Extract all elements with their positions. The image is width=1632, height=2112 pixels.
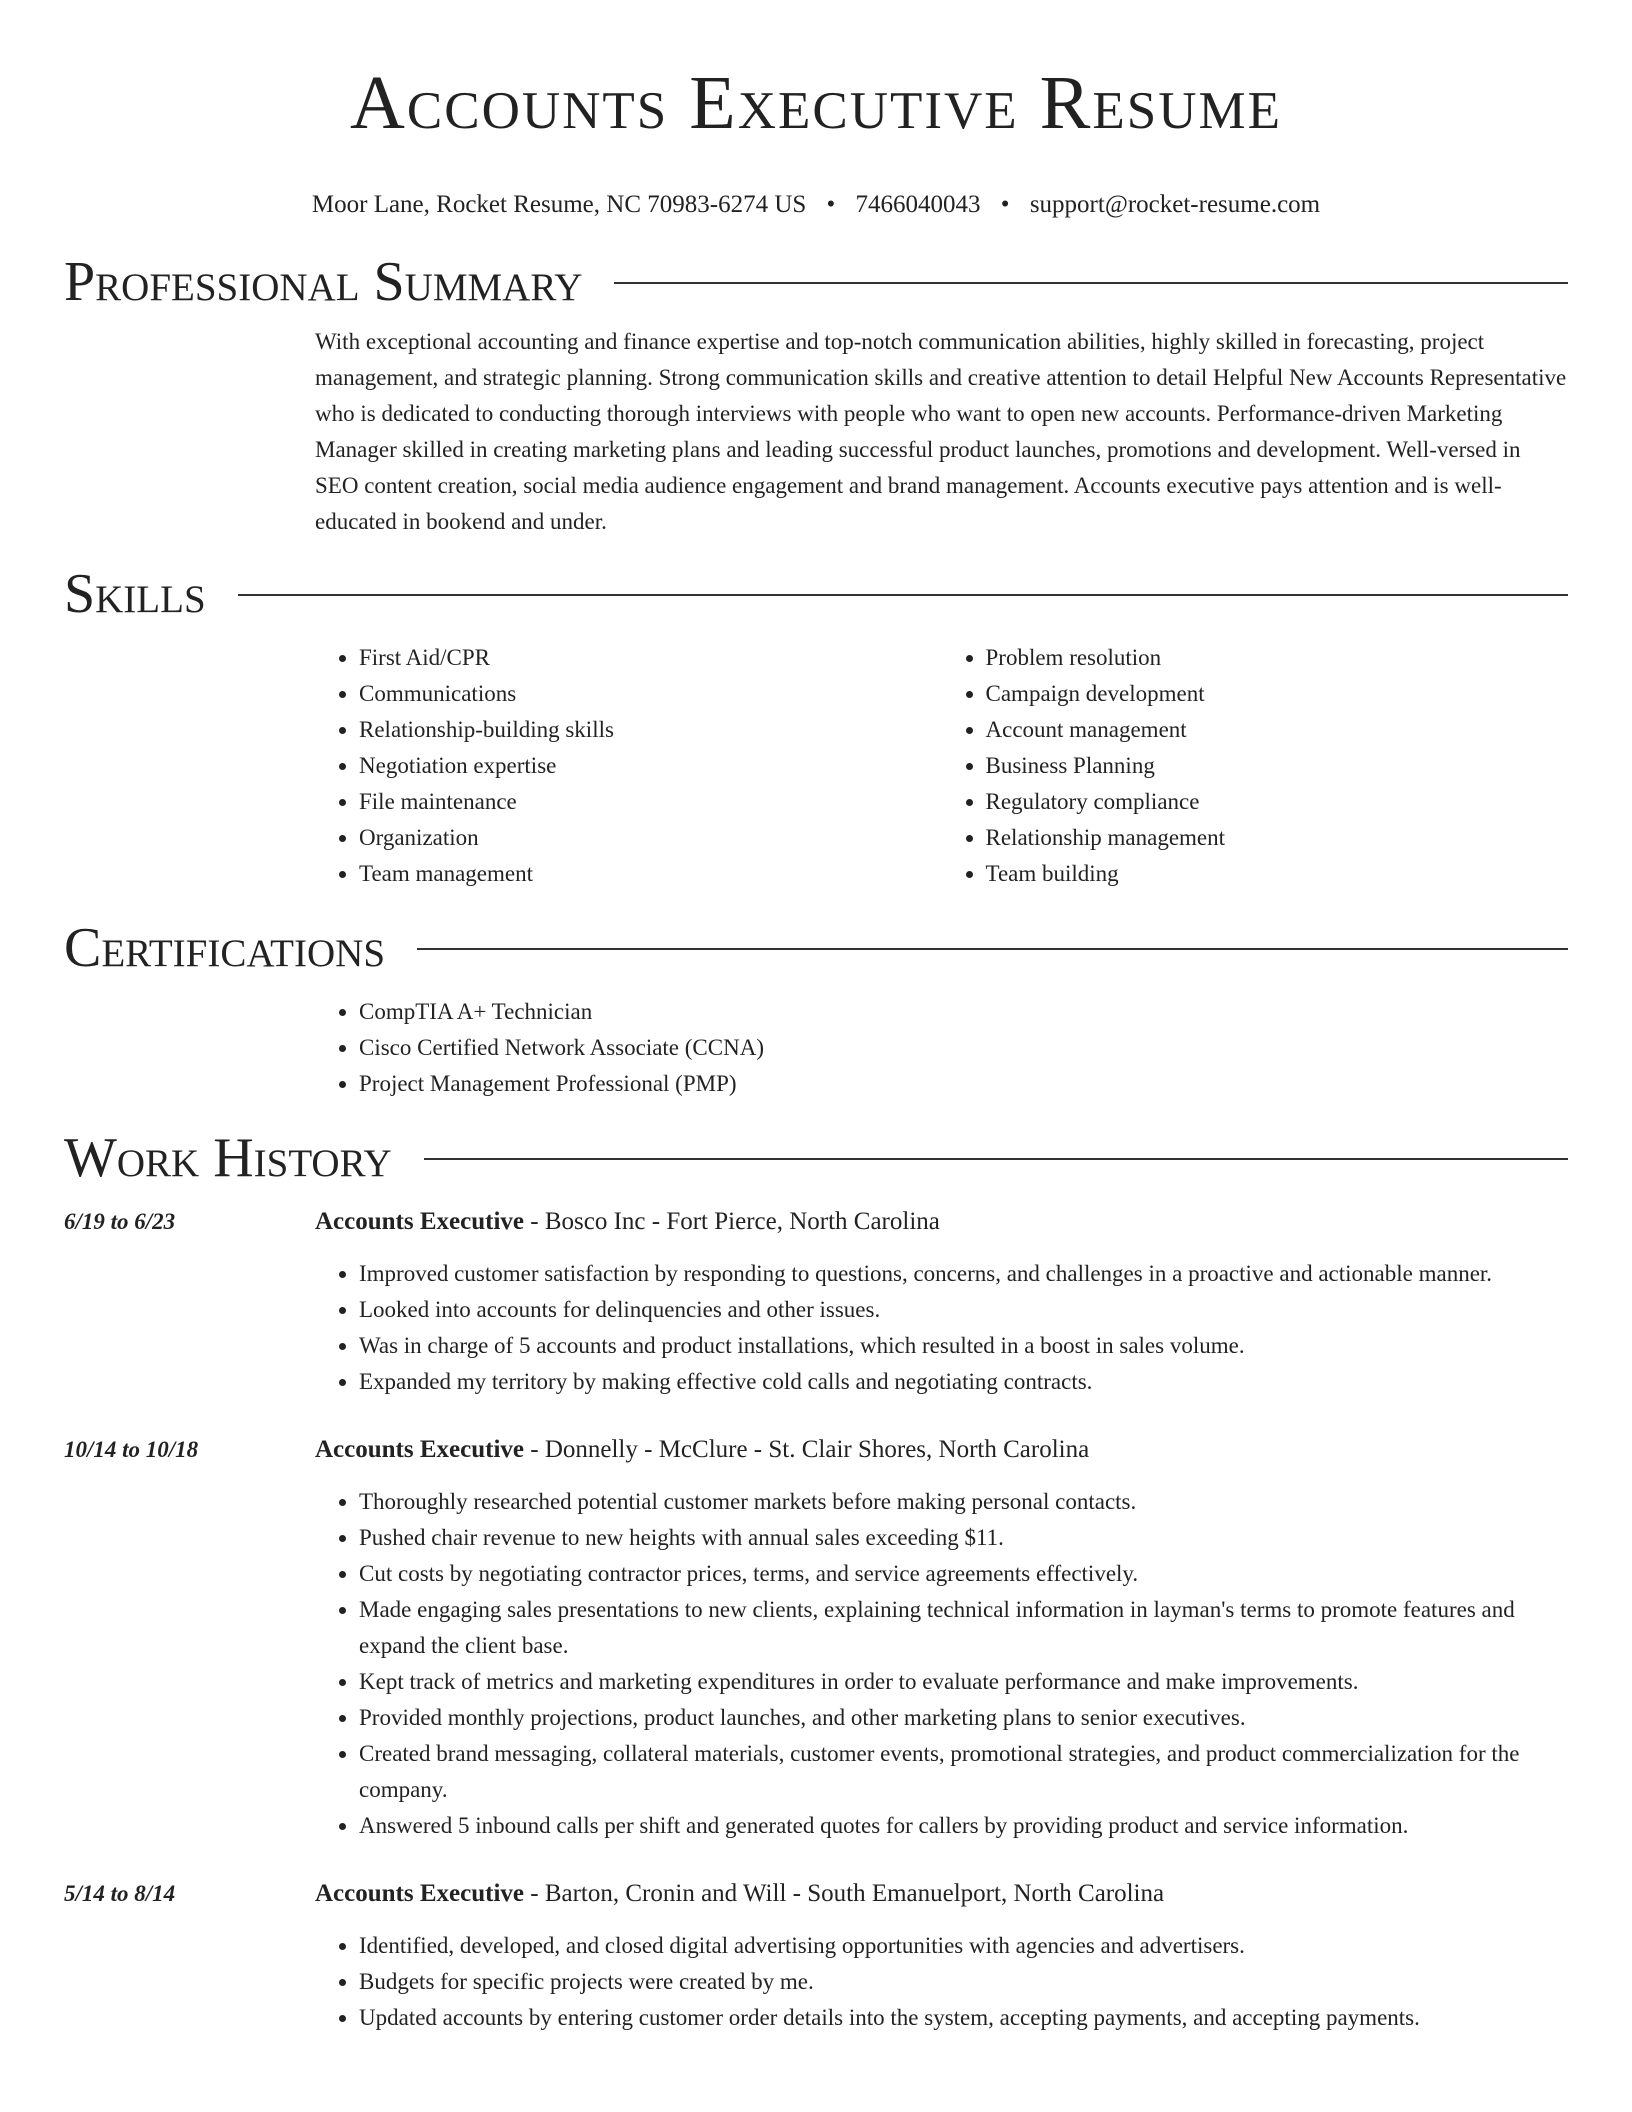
- contact-line: [0, 190, 1632, 220]
- skill-item: • Communications: [359, 676, 942, 712]
- skill-item: • Organization: [359, 820, 942, 856]
- skills-heading: Skills: [64, 563, 206, 625]
- skill-item: • Regulatory compliance: [986, 784, 1569, 820]
- work-history-heading: Work History: [64, 1127, 392, 1189]
- job-company: - Bosco Inc - Fort Pierce, North Carolina: [524, 1208, 940, 1235]
- skill-item: • Team building: [986, 856, 1569, 892]
- job-title-line: [315, 1204, 1568, 1240]
- job-title: Accounts Executive: [315, 1880, 524, 1907]
- job-bullet: • Created brand messaging, collateral materials, customer events, promotional strategies, and product commercialization for the company.: [359, 1736, 1568, 1808]
- certifications-list: [315, 994, 1568, 1102]
- job-bullet: • Updated accounts by entering customer order details into the system, accepting payments, and accepting payments.: [359, 2000, 1568, 2036]
- job-title: Accounts Executive: [315, 1436, 524, 1463]
- section-divider: [614, 282, 1568, 284]
- job-title-line: [315, 1876, 1568, 1912]
- job-entry: [64, 1432, 1568, 1844]
- skills-list-left: [315, 640, 942, 892]
- skill-item: • Problem resolution: [986, 640, 1569, 676]
- summary-section-header: [64, 250, 1568, 314]
- job-bullet: • Answered 5 inbound calls per shift and generated quotes for callers by providing product and service information.: [359, 1808, 1568, 1844]
- work-history-section-header: [64, 1126, 1568, 1190]
- job-bullet: • Pushed chair revenue to new heights with annual sales exceeding $11.: [359, 1520, 1568, 1556]
- job-bullet: • Expanded my territory by making effective cold calls and negotiating contracts.: [359, 1364, 1568, 1400]
- separator: •: [1000, 191, 1010, 218]
- address: Moor Lane, Rocket Resume, NC 70983-6274 US: [311, 191, 807, 218]
- job-bullet: • Was in charge of 5 accounts and product installations, which resulted in a boost in sales volume.: [359, 1328, 1568, 1364]
- job-entry: [64, 1876, 1568, 2036]
- skill-item: • Relationship management: [986, 820, 1569, 856]
- certifications-section-header: [64, 916, 1568, 980]
- skill-item: • File maintenance: [359, 784, 942, 820]
- separator: •: [826, 191, 836, 218]
- skill-item: • Negotiation expertise: [359, 748, 942, 784]
- section-divider: [238, 594, 1568, 596]
- certifications-block: [315, 994, 1568, 1102]
- certification-item: • Project Management Professional (PMP): [359, 1066, 1568, 1102]
- skills-list-right: [942, 640, 1569, 892]
- job-dates: 5/14 to 8/14: [64, 1881, 176, 1906]
- section-divider: [424, 1158, 1568, 1160]
- job-title: Accounts Executive: [315, 1208, 524, 1235]
- job-bullet: • Budgets for specific projects were created by me.: [359, 1964, 1568, 2000]
- skills-section-header: [64, 562, 1568, 626]
- job-bullets: [315, 1484, 1568, 1844]
- job-bullet: • Made engaging sales presentations to new clients, explaining technical information in layman's terms to promote features and expand the client base.: [359, 1592, 1568, 1664]
- skill-item: • Campaign development: [986, 676, 1569, 712]
- email: support@rocket-resume.com: [1029, 191, 1321, 218]
- certification-item: • CompTIA A+ Technician: [359, 994, 1568, 1030]
- job-dates: 10/14 to 10/18: [64, 1437, 199, 1462]
- job-dates: 6/19 to 6/23: [64, 1209, 176, 1234]
- summary-heading: Professional Summary: [64, 251, 583, 313]
- job-bullet: • Thoroughly researched potential customer markets before making personal contacts.: [359, 1484, 1568, 1520]
- section-divider: [417, 948, 1568, 950]
- job-bullet: • Looked into accounts for delinquencies and other issues.: [359, 1292, 1568, 1328]
- skill-item: • First Aid/CPR: [359, 640, 942, 676]
- skill-item: • Relationship-building skills: [359, 712, 942, 748]
- resume-title: Accounts Executive Resume: [350, 61, 1282, 145]
- skill-item: • Business Planning: [986, 748, 1569, 784]
- job-bullet: • Kept track of metrics and marketing expenditures in order to evaluate performance and make improvements.: [359, 1664, 1568, 1700]
- job-bullet: • Improved customer satisfaction by responding to questions, concerns, and challenges in a proactive and actionable manner.: [359, 1256, 1568, 1292]
- skill-item: • Account management: [986, 712, 1569, 748]
- job-title-line: [315, 1432, 1568, 1468]
- skill-item: • Team management: [359, 856, 942, 892]
- phone: 7466040043: [855, 191, 981, 218]
- job-detail: [315, 1876, 1568, 2036]
- job-entry: [64, 1204, 1568, 1400]
- job-company: - Barton, Cronin and Will - South Emanuelport, North Carolina: [524, 1880, 1165, 1907]
- job-detail: [315, 1204, 1568, 1400]
- job-bullets: [315, 1256, 1568, 1400]
- job-bullet: • Cut costs by negotiating contractor prices, terms, and service agreements effectively.: [359, 1556, 1568, 1592]
- job-bullet: • Identified, developed, and closed digital advertising opportunities with agencies and advertisers.: [359, 1928, 1568, 1964]
- certification-item: • Cisco Certified Network Associate (CCNA): [359, 1030, 1568, 1066]
- summary-text: With exceptional accounting and finance expertise and top-notch communication abilities, highly skilled in forecasting, project management, and strategic planning. Strong communication skills and creative attention to detail Helpful New Accounts Representative who is dedicated to conducting thorough interviews with people who want to open new accounts. Performance-driven Marketing Manager skilled in creating marketing plans and leading successful product launches, promotions and development. Well-versed in SEO content creation, social media audience engagement and brand management. Accounts executive pays attention and is well-educated in bookend and under.: [315, 329, 1567, 534]
- job-detail: [315, 1432, 1568, 1844]
- certifications-heading: Certifications: [64, 917, 386, 979]
- skills-grid: [315, 640, 1568, 892]
- job-bullets: [315, 1928, 1568, 2036]
- job-bullet: • Provided monthly projections, product launches, and other marketing plans to senior executives.: [359, 1700, 1568, 1736]
- job-company: - Donnelly - McClure - St. Clair Shores, North Carolina: [524, 1436, 1090, 1463]
